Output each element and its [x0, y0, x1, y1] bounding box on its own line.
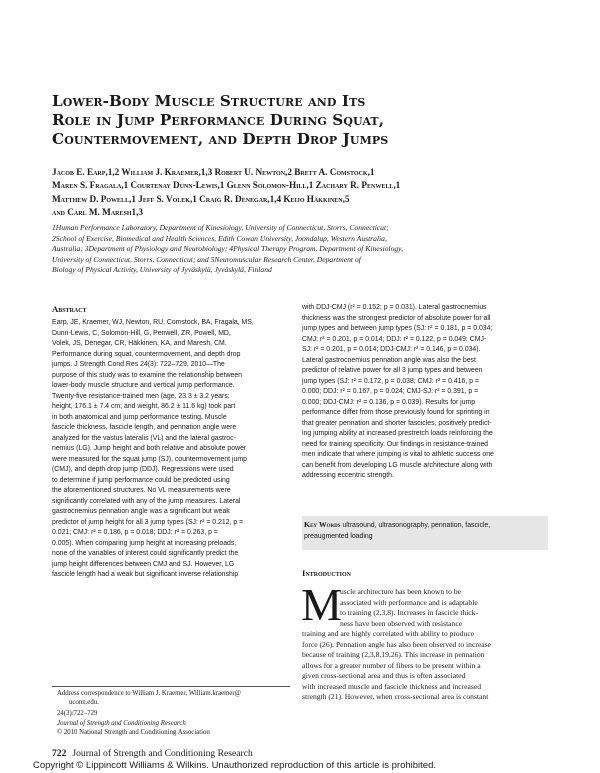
- affiliation-line: Biology of Physical Activity, University of Jyväskylä, Jyväskylä, Finland: [52, 265, 272, 275]
- abstract-line: thickness was the strongest predictor of absolute power for all: [302, 314, 491, 322]
- abstract-lines: [302, 303, 550, 482]
- affiliation-line: 2School of Exercise, Biomedical and Health Sciences, Edith Cowan University, Joondalup, Western Australia,: [52, 233, 387, 243]
- title-line: Countermovement, and Depth Drop Jumps: [52, 130, 389, 148]
- abstract-line: nemius (LG). Jump height and both relative and absolute power: [52, 445, 247, 452]
- abstract-line: height, 176.1 ± 7.4 cm; and weight, 86.2 ± 11.6 kg) took part: [52, 403, 236, 410]
- keywords-label: Key Words: [304, 520, 341, 529]
- abstract-right-column: [302, 303, 550, 482]
- keywords: [304, 519, 546, 542]
- intro-line: to training (2,3,8). Increases in fascicle thick-: [340, 608, 479, 617]
- title-line: Lower-Body Muscle Structure and Its: [52, 92, 366, 110]
- abstract-line: Dunn-Lewis, C, Solomon-Hill, G, Penwell, ZR, Powell, MD,: [52, 329, 231, 337]
- abstract-line: purpose of this study was to examine the relationship between: [52, 371, 242, 379]
- abstract-line: jump height differences between CMJ and SJ. However, LG: [52, 560, 235, 568]
- abstract-line: analyzed for the vastus lateralis (VL) and the lateral gastroc-: [52, 434, 236, 442]
- page-number: 722: [52, 748, 67, 759]
- drop-cap: M: [301, 579, 342, 630]
- intro-line: strength (21). However, when cross-sectional area is constant: [302, 692, 489, 701]
- intro-line: force (26). Pennation angle has also been observed to increase: [302, 639, 491, 649]
- abstract-line: addressing eccentric strength.: [302, 472, 394, 479]
- abstract-line: 0.000; DDJ-CMJ: r² = 0.136, p = 0.039). Results for jump: [302, 398, 476, 406]
- abstract-line: predictor of jump height for all 3 jump types (SJ: r² = 0.212, p =: [52, 518, 244, 526]
- intro-line: because of training (2,3,8,19,26). This increase in pennation: [302, 650, 485, 659]
- intro-line: ness have been observed with resistance: [340, 618, 463, 628]
- intro-line: training and are highly correlated with ability to produce: [302, 629, 475, 638]
- abstract-line: performance differ from those previously found for sprinting in: [302, 409, 490, 416]
- author-line: Matthew D. Powell,1 Jeff S. Volek,1 Craig R. Denegar,1,4 Keijo Häkkinen,5: [52, 193, 350, 204]
- abstract-line: 0.021; CMJ: r² = 0.186, p = 0.018; DDJ: r² = 0.263, p =: [52, 529, 218, 536]
- intro-line: uscle architecture has been known to be: [340, 587, 462, 596]
- abstract-left-column: [52, 303, 290, 581]
- introduction-heading: Introduction: [302, 568, 352, 578]
- abstract-line: Performance during squat, countermovement, and depth drop: [52, 350, 241, 358]
- abstract-line: fascicle thickness, fascicle length, and pennation angle were: [52, 424, 237, 431]
- keywords-text: preaugmented loading: [304, 533, 373, 540]
- keywords-text: ultrasound, ultrasonography, pennation, fascicle,: [342, 522, 491, 529]
- intro-line: with increased muscle and fascicle thickness and increased: [302, 681, 482, 691]
- abstract-line: lower-body muscle structure and vertical jump performance.: [52, 382, 235, 389]
- intro-line: allows for a greater number of fibers to be present within a: [302, 660, 481, 670]
- abstract-line: the aforementioned structures. No VL measurements were: [52, 487, 231, 494]
- abstract-line: jumps. J Strength Cond Res 24(3): 722–729, 2010—The: [52, 361, 225, 368]
- abstract-line: ing jumping ability at increased prestretch loads reinforcing the: [302, 430, 493, 437]
- abstract-line: gastrocnemius pennation angle was a significant but weak: [52, 508, 230, 515]
- affiliations: [52, 223, 552, 276]
- abstract-line: men indicate that where jumping is vital to athletic success one: [302, 451, 494, 458]
- abstract-line: need for training specificity. Our findings in resistance-trained: [302, 440, 489, 448]
- author-line: Jacob E. Earp,1,2 William J. Kraemer,1,3 Robert U. Newton,2 Brett A. Comstock,1: [52, 167, 375, 177]
- copyright-notice: Copyright © Lippincott Williams & Wilkins. Unauthorized reproduction of this article is prohibited.: [33, 760, 437, 771]
- abstract-lines: [52, 318, 290, 581]
- article-title: [52, 92, 552, 149]
- page-footer: [52, 748, 253, 759]
- abstract-line: can benefit from developing LG muscle architecture along with: [302, 461, 493, 469]
- abstract-line: CMJ: r² = 0.201, p = 0.014; DDJ: r² = 0.122, p = 0.049; CMJ-: [302, 335, 487, 343]
- abstract-line: Twenty-five resistance-trained men (age, 23.3 ± 3.2 years;: [52, 392, 230, 400]
- intro-line: associated with performance and is adaptable: [340, 597, 478, 607]
- footnotes: [57, 689, 241, 737]
- abstract-line: 0.000; DDJ: r² = 0.167, p = 0.024; CMJ-SJ: r² = 0.391, p =: [302, 388, 479, 395]
- author-list: [52, 166, 552, 220]
- correspondence-email: uconn.edu.: [69, 699, 99, 707]
- abstract-line: none of the variables of interest could significantly predict the: [52, 550, 239, 557]
- abstract-line: (CMJ), and depth drop jump (DDJ). Regressions were used: [52, 466, 234, 473]
- affiliation-line: 1Human Performance Laboratory, Department of Kinesiology, University of Connecticut, Storrs, Connecticut;: [52, 223, 389, 232]
- abstract-heading: Abstract: [52, 304, 87, 314]
- correspondence: Address correspondence to William J. Kraemer, William.kraemer@: [57, 690, 241, 697]
- abstract-line: Earp, JE, Kraemer, WJ, Newton, RU, Comstock, BA, Fragala, MS,: [52, 319, 254, 326]
- abstract-line: 0.005). When comparing jump height at increasing preloads,: [52, 539, 237, 547]
- abstract-line: with DDJ-CMJ (r² = 0.152; p = 0.031). Lateral gastrocnemius: [302, 304, 487, 311]
- author-line: and Carl M. Maresh1,3: [52, 207, 143, 218]
- abstract-line: jump types and between jump types (SJ: r² = 0.181, p = 0.034;: [302, 325, 493, 332]
- introduction-body: [302, 587, 550, 703]
- volume-info: 24(3)/722–729: [57, 710, 98, 718]
- abstract-line: Volek, JS, Denegar, CR, Häkkinen, KA, and Maresh, CM.: [52, 340, 227, 347]
- affiliation-line: University of Connecticut, Storrs, Connecticut; and 5Neuromuscular Research Center, Department of: [52, 254, 361, 264]
- abstract-line: SJ: r² = 0.201, p = 0.014; DDJ-CMJ: r² = 0.146, p = 0.034).: [302, 346, 481, 353]
- abstract-line: fascicle length had a weak but significant inverse relationship: [52, 571, 239, 578]
- copyright-line: © 2010 National Strength and Conditioning Association: [57, 728, 210, 736]
- abstract-line: to determine if jump performance could be predicted using: [52, 476, 230, 484]
- abstract-line: in both anatomical and jump performance testing. Muscle: [52, 413, 227, 421]
- intro-line: given cross-sectional area and thus is often associated: [302, 671, 466, 680]
- abstract-line: were measured for the squat jump (SJ), countermovement jump: [52, 455, 247, 463]
- abstract-line: that greater pennation and shorter fascicles, positively predict-: [302, 419, 492, 427]
- journal-name: Journal of Strength and Conditioning Research: [57, 719, 186, 727]
- footer-journal: Journal of Strength and Conditioning Research: [72, 748, 253, 759]
- title-line: Role in Jump Performance During Squat,: [52, 111, 385, 129]
- author-line: Maren S. Fragala,1 Courtenay Dunn-Lewis,1 Glenn Solomon-Hill,1 Zachary R. Penwell,1: [52, 180, 401, 191]
- footnote-rule: [52, 686, 290, 687]
- abstract-line: significantly correlated with any of the jump measures. Lateral: [52, 497, 241, 505]
- abstract-line: jump types (SJ: r² = 0.172, p = 0.038; CMJ: r² = 0.416, p =: [302, 377, 479, 385]
- abstract-line: predictor of relative power for all 3 jump types and between: [302, 367, 483, 374]
- affiliation-line: Australia; 3Department of Physiology and Neurobiology; 4Physical Therapy Program, Department of Kinesiology,: [52, 244, 404, 254]
- abstract-line: Lateral gastrocnemius pennation angle was also the best: [302, 356, 476, 364]
